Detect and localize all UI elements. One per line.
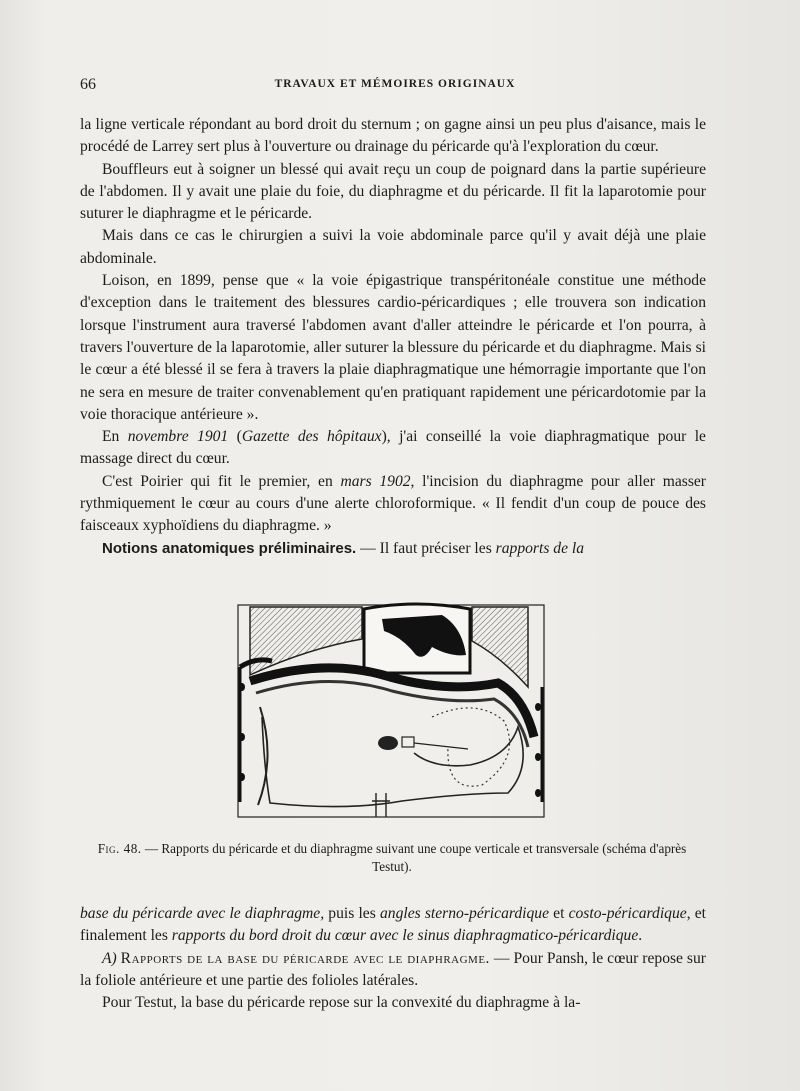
p8-italic-3: costo-péricardique [568,905,687,922]
p9-label: A) [102,949,117,967]
p7-italic: rapports de la [495,539,585,557]
p5-journal: Gazette des hôpitaux [241,428,382,446]
p5-date: novembre 1901 [127,428,229,446]
p7-text-1: — Il faut préciser les [356,539,496,557]
p8-italic-2: angles sterno-péricardique [379,905,549,922]
p8-text-2: et [549,905,569,922]
page-number: 66 [80,76,96,93]
small-organ [378,736,398,750]
p8-text-4: . [638,927,643,945]
running-title: TRAVAUX ET MÉMOIRES ORIGINAUX [274,78,516,90]
p8-text-1: puis les [324,905,380,922]
subsection-heading-a: Rapports de la base du péricarde avec le diaphragme. [120,949,490,967]
p5-text-2: ( [228,428,242,446]
paragraph-3: Mais dans ce cas le chirurgien a suivi la voie abdominale parce qu'il y avait déjà une plaie abdominale. [80,227,706,267]
p8-italic-4: rapports du bord droit du cœur avec le sinus diaphragmatico-péricardique [171,927,639,945]
body-text-bottom [80,903,706,1014]
paragraph-10: Pour Testut, la base du péricarde repose sur la convexité du diaphragme à la- [102,994,581,1012]
paragraph-7 [80,538,706,560]
diaphragm-dome [250,668,534,737]
section-heading-anatomy: Notions anatomiques préliminaires. [102,539,357,557]
paragraph-8 [80,903,706,948]
figure-caption [86,840,698,876]
page-header [80,76,710,96]
paragraph-6 [80,471,706,538]
p8-italic-1: base du péricarde avec le diaphragme, [80,905,325,922]
p6-date: mars 1902 [340,472,411,490]
figure-label: Fig. 48. [97,841,142,856]
paragraph-2: Bouffleurs eut à soigner un blessé qui avait reçu un coup de poignard dans la partie supérieure de l'abdomen. Il y avait une plaie du foie, du diaphragme et du péricarde. Il fit la laparotomie pour suturer le diaphragme et le péricarde. [80,160,706,223]
figure-caption-text: — Rapports du péricarde et du diaphragme suivant une coupe verticale et transversale (schéma d'après Testut). [141,841,687,874]
figure-48-diagram [236,597,546,825]
paragraph-1: la ligne verticale répondant au bord droit du sternum ; on gagne ainsi un peu plus d'aisance, mais le procédé de Larrey sert plus à l'ouverture ou drainage du péricarde qu'à l'exploration du cœur. [80,116,706,156]
liver-outline [262,717,523,807]
p8-text-3: , et finalement les [80,905,707,945]
p5-text-1: En [102,428,128,446]
paragraph-9 [80,948,706,993]
p6-text-2: , l'incision du diaphragme pour aller masser rythmiquement le cœur au cours d'une alerte chloroformique. « Il fendit d'un coup de pouce des faisceaux xyphoïdiens du diaphragme. » [80,472,707,535]
paragraph-5 [80,426,706,471]
p6-text-1: C'est Poirier qui fit le premier, en [102,472,341,490]
right-lung-region [472,607,528,687]
p5-text-3: ), j'ai conseillé la voie diaphragmatique pour le massage direct du cœur. [80,428,706,468]
body-text-top [80,114,706,560]
dotted-contour [432,708,510,786]
paragraph-4: Loison, en 1899, pense que « la voie épigastrique transpéritonéale constitue une méthode d'exception dans le traitement des blessures cardio-péricardiques ; elle trouvera son indication lorsque l'instrument aura traversé l'abdomen avant d'aller atteindre le péricarde et l'on pourra, à travers l'ouverture de la laparotomie, aller suturer la blessure du péricarde et du diaphragme. Mais si le cœur a été blessé il se fera à travers la plaie diaphragmatique une hémorragie importante que l'on ne sera en mesure de traiter convenablement qu'en pratiquant rapidement une péricardotomie par la voie thoracique antérieure ». [80,272,706,423]
p9-text-1: — Pour Pansh, le cœur repose sur la foliole antérieure et une partie des folioles latérales. [80,949,706,989]
